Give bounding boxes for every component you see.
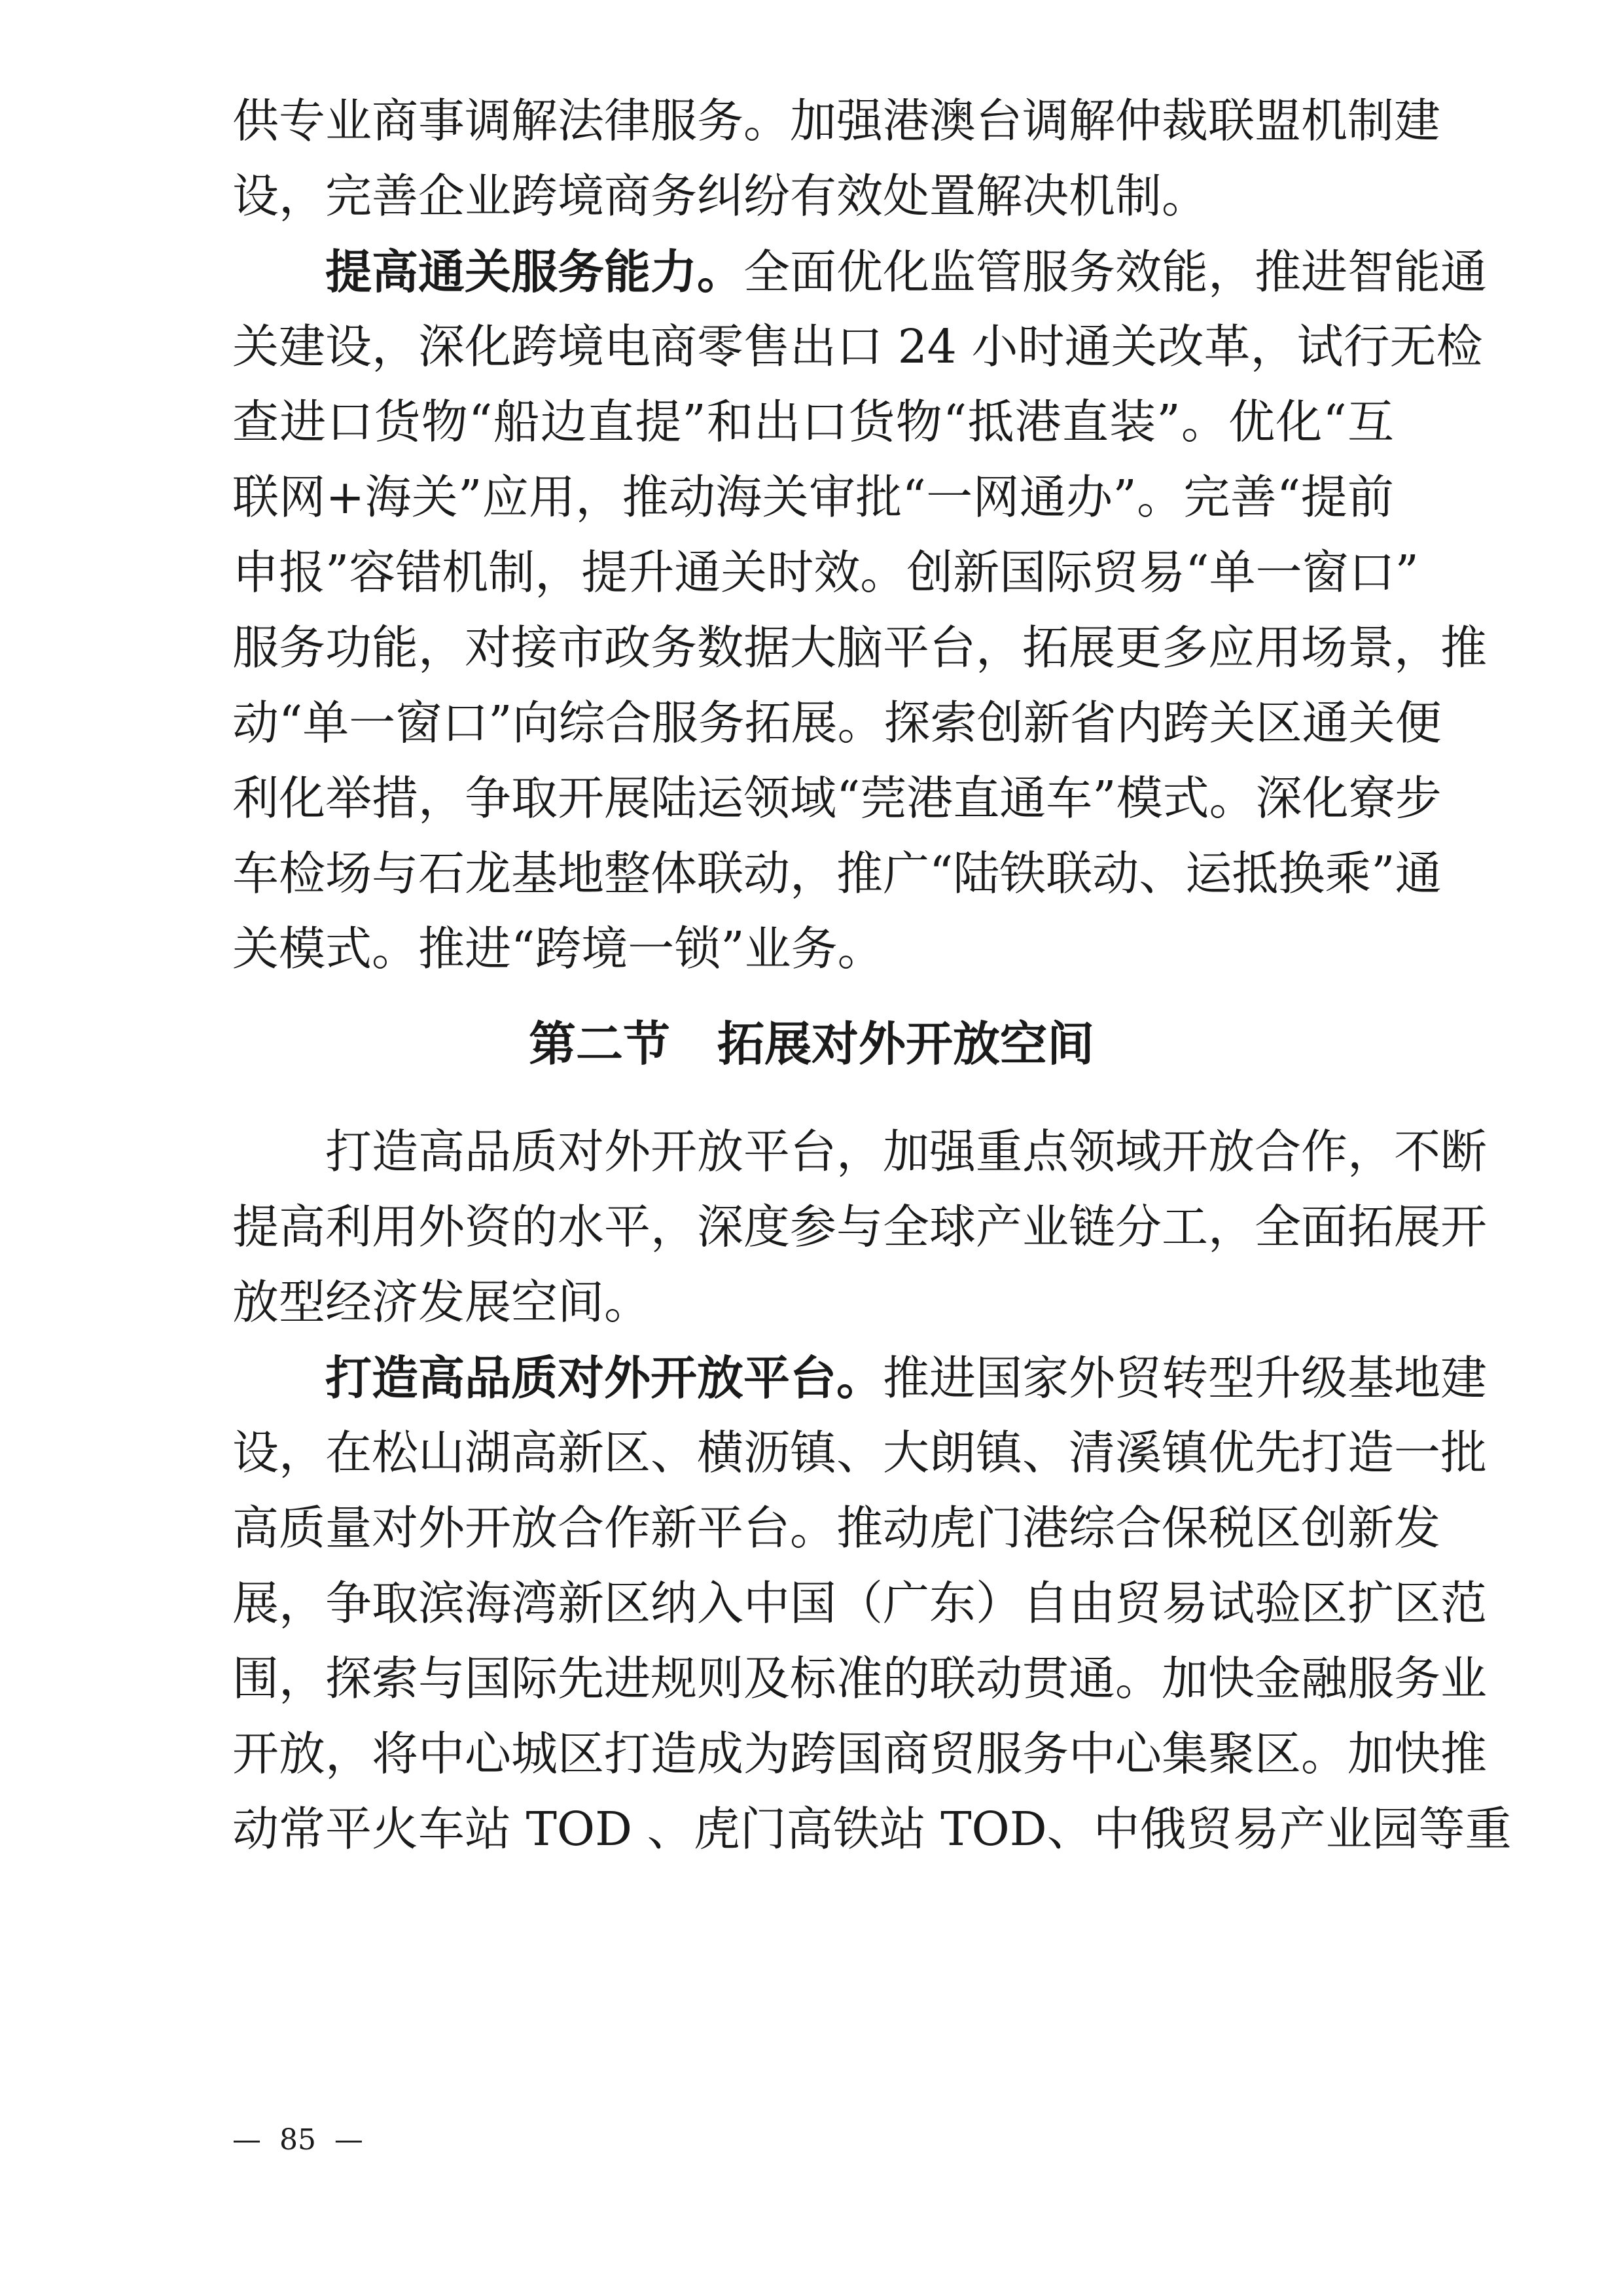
section-title: 第二节 拓展对外开放空间 [528, 1016, 1094, 1071]
paragraph-line: 设，完善企业跨境商务纠纷有效处置解决机制。 [232, 169, 1209, 223]
paragraph-lead-heading: 打造高品质对外开放平台。 [325, 1350, 883, 1405]
paragraph-line: 展，争取滨海湾新区纳入中国（广东）自由贸易试验区扩区范 [232, 1576, 1488, 1630]
paragraph-line: 申报”容错机制，提升通关时效。创新国际贸易“单一窗口” [232, 545, 1419, 600]
paragraph-first-line [325, 242, 1488, 301]
paragraph-line: 动常平火车站 TOD 、虎门高铁站 TOD、中俄贸易产业园等重 [232, 1802, 1512, 1856]
paragraph-line-text: 全面优化监管服务效能，推进智能通 [743, 245, 1488, 299]
page-number: — 85 — [232, 2123, 363, 2157]
paragraph-lead-heading: 提高通关服务能力。 [325, 244, 744, 299]
paragraph-line: 开放，将中心城区打造成为跨国商贸服务中心集聚区。加快推 [232, 1727, 1488, 1781]
paragraph-line: 查进口货物“船边直提”和出口货物“抵港直装”。优化“互 [232, 395, 1394, 449]
paragraph-line: 打造高品质对外开放平台，加强重点领域开放合作，不断 [325, 1124, 1488, 1179]
paragraph-line: 联网+海关”应用，推动海关审批“一网通办”。完善“提前 [232, 470, 1394, 524]
paragraph-line: 关建设，深化跨境电商零售出口 24 小时通关改革，试行无检 [232, 319, 1483, 374]
paragraph-line: 利化举措，争取开展陆运领域“莞港直通车”模式。深化寮步 [232, 771, 1442, 825]
paragraph-line: 放型经济发展空间。 [232, 1275, 651, 1329]
paragraph-line: 提高利用外资的水平，深度参与全球产业链分工，全面拓展开 [232, 1200, 1488, 1254]
paragraph-line: 设，在松山湖高新区、横沥镇、大朗镇、清溪镇优先打造一批 [232, 1426, 1488, 1480]
paragraph-first-line [325, 1348, 1488, 1407]
paragraph-line-text: 推进国家外贸转型升级基地建 [883, 1351, 1488, 1405]
paragraph-line: 动“单一窗口”向综合服务拓展。探索创新省内跨关区通关便 [232, 696, 1442, 750]
paragraph-line: 服务功能，对接市政务数据大脑平台，拓展更多应用场景，推 [232, 620, 1488, 675]
paragraph-line: 高质量对外开放合作新平台。推动虎门港综合保税区创新发 [232, 1501, 1441, 1555]
paragraph-line: 供专业商事调解法律服务。加强港澳台调解仲裁联盟机制建 [232, 94, 1441, 148]
paragraph-line: 车检场与石龙基地整体联动，推广“陆铁联动、运抵换乘”通 [232, 846, 1442, 901]
paragraph-line: 关模式。推进“跨境一锁”业务。 [232, 922, 884, 976]
paragraph-line: 围，探索与国际先进规则及标准的联动贯通。加快金融服务业 [232, 1651, 1488, 1706]
